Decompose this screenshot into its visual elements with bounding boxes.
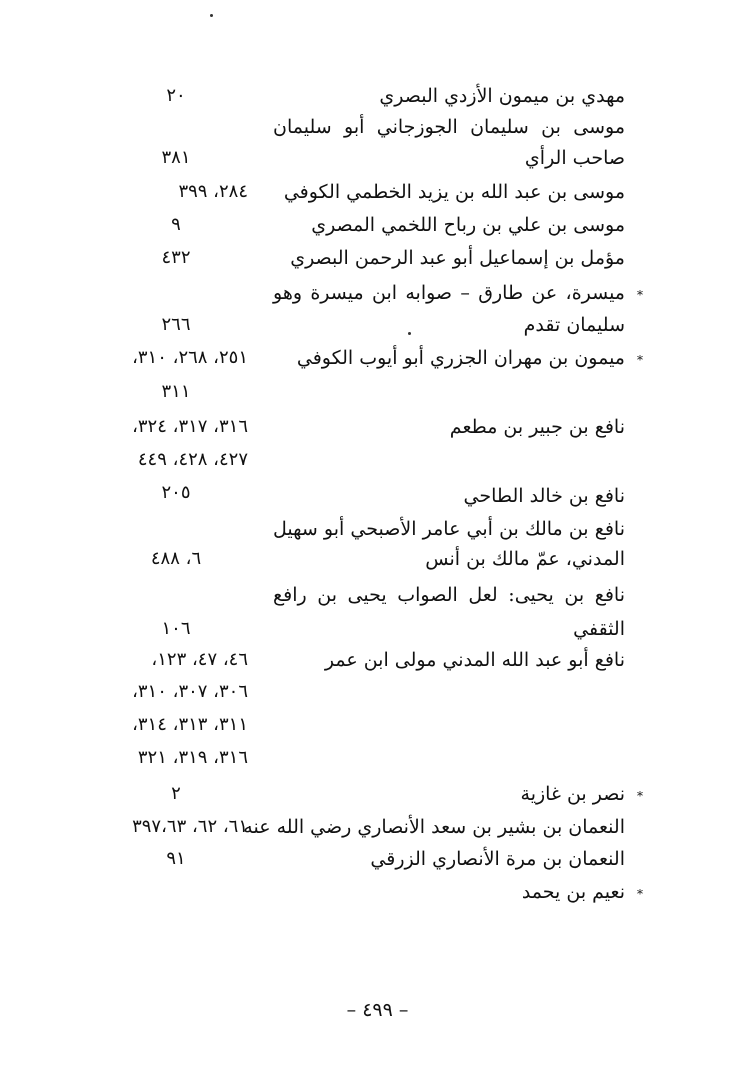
entry-name: النعمان بن مرة الأنصاري الزرقي [370, 848, 625, 870]
index-entry-continuation [0, 615, 755, 647]
index-entry [0, 344, 755, 376]
index-entry [0, 780, 755, 812]
entry-pages: ٣١٦، ٣١٩، ٣٢١ [137, 747, 248, 768]
index-entry [0, 878, 755, 910]
entry-pages: ٤٦، ٤٧، ١٢٣، [151, 649, 248, 670]
asterisk-marker: * [637, 288, 643, 302]
scan-speck [210, 14, 213, 17]
index-entry [0, 813, 755, 845]
entry-name: صاحب الرأي [524, 147, 625, 169]
index-entry-continuation [0, 545, 755, 577]
index-entry [0, 515, 755, 547]
index-entry [0, 244, 755, 276]
entry-pages: ٤٣٢ [161, 247, 191, 268]
entry-name: سليمان تقدم [523, 314, 625, 336]
page-number: – ٤٩٩ – [346, 999, 409, 1021]
index-entry-continuation [0, 744, 755, 776]
index-entry [0, 178, 755, 210]
index-entry [0, 646, 755, 678]
entry-name: موسى بن علي بن رباح اللخمي المصري [311, 214, 625, 236]
index-entry-continuation [0, 378, 755, 410]
index-entry [0, 413, 755, 445]
index-entry-continuation [0, 711, 755, 743]
index-entry [0, 113, 755, 145]
entry-pages: ٦١، ٦٢، ٣٩٧،٦٣ [132, 816, 248, 837]
index-entry [0, 482, 755, 514]
index-entry-continuation [0, 311, 755, 343]
entry-pages: ٣٨١ [161, 147, 191, 168]
entry-name: الثقفي [573, 618, 625, 640]
entry-name: نافع أبو عبد الله المدني مولى ابن عمر [324, 649, 625, 671]
entry-pages: ١٠٦ [161, 618, 191, 639]
entry-name: النعمان بن بشير بن سعد الأنصاري رضي الله عنه [243, 816, 625, 838]
index-entry-continuation [0, 446, 755, 478]
entry-pages: ٤٢٧، ٤٢٨، ٤٤٩ [137, 449, 248, 470]
index-entry [0, 845, 755, 877]
entry-pages: ٦، ٤٨٨ [150, 548, 202, 569]
index-entry-continuation [0, 144, 755, 176]
scan-speck [408, 332, 411, 335]
entry-name: موسى بن سليمان الجوزجاني أبو سليمان [273, 116, 625, 138]
index-entry [0, 581, 755, 613]
index-entry-continuation [0, 678, 755, 710]
entry-pages: ٣١١، ٣١٣، ٣١٤، [132, 714, 248, 735]
entry-name: نعيم بن يحمد [521, 881, 625, 903]
entry-name: نصر بن غازية [520, 783, 625, 805]
entry-name: نافع بن خالد الطاحي [463, 485, 625, 507]
asterisk-marker: * [637, 353, 643, 367]
asterisk-marker: * [637, 887, 643, 901]
entry-name: موسى بن عبد الله بن يزيد الخطمي الكوفي [283, 181, 625, 203]
entry-pages: ٣١١ [161, 381, 191, 402]
entry-name: نافع بن مالك بن أبي عامر الأصبحي أبو سهيل [273, 518, 625, 540]
entry-pages: ٢٦٦ [161, 314, 191, 335]
entry-name: ميسرة، عن طارق – صوابه ابن ميسرة وهو [273, 282, 625, 304]
index-entry [0, 211, 755, 243]
entry-pages: ٢٨٤، ٣٩٩ [178, 181, 248, 202]
entry-name: مؤمل بن إسماعيل أبو عبد الرحمن البصري [290, 247, 625, 269]
entry-pages: ٣٠٦، ٣٠٧، ٣١٠، [132, 681, 248, 702]
entry-name: مهدي بن ميمون الأزدي البصري [379, 85, 625, 107]
entry-pages: ٩١ [166, 848, 186, 869]
asterisk-marker: * [637, 789, 643, 803]
entry-pages: ٣١٦، ٣١٧، ٣٢٤، [132, 416, 248, 437]
entry-name: نافع بن جبير بن مطعم [449, 416, 625, 438]
index-entry [0, 279, 755, 311]
entry-pages: ٢٥١، ٢٦٨، ٣١٠، [132, 347, 248, 368]
entry-name: ميمون بن مهران الجزري أبو أيوب الكوفي [296, 347, 625, 369]
entry-pages: ٩ [171, 214, 181, 235]
index-entry [0, 82, 755, 114]
entry-pages: ٢ [171, 783, 181, 804]
entry-name: نافع بن يحيى: لعل الصواب يحيى بن رافع [273, 584, 625, 606]
entry-pages: ٢٠٥ [161, 482, 191, 503]
entry-pages: ٢٠ [166, 85, 186, 106]
entry-name: المدني، عمّ مالك بن أنس [425, 548, 625, 570]
